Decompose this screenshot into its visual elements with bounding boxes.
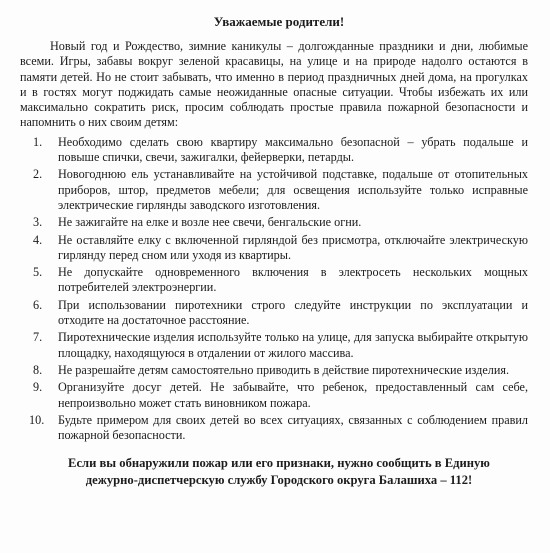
list-item-text: Не допускайте одновременного включения в электросеть нескольких мощных потребителей электроэнергии. bbox=[58, 265, 528, 295]
list-item-number: 1. bbox=[33, 134, 43, 149]
list-item-text: Не оставляйте елку с включенной гирляндой без присмотра, отключайте электрическую гирлянду перед сном или уходя из квартиры. bbox=[58, 232, 528, 262]
list-item-number: 7. bbox=[33, 330, 43, 345]
list-item-number: 10. bbox=[29, 412, 45, 427]
list-item-number: 8. bbox=[33, 362, 43, 377]
list-item-number: 9. bbox=[33, 380, 43, 395]
list-item-number: 2. bbox=[33, 167, 43, 182]
list-item bbox=[20, 380, 528, 411]
list-item bbox=[20, 330, 528, 361]
emergency-notice: Если вы обнаружили пожар или его признаки, нужно сообщить в Единую дежурно-диспетчерскую службу Городского округа Балашиха – 112! bbox=[68, 456, 490, 488]
rules-list bbox=[20, 135, 528, 444]
list-item bbox=[20, 413, 528, 444]
list-item-text: Не зажигайте на елке и возле нее свечи, бенгальские огни. bbox=[58, 215, 362, 230]
list-item-text: Организуйте досуг детей. Не забывайте, что ребенок, предоставленный сам себе, непроизвольно может стать виновником пожара. bbox=[58, 380, 528, 410]
list-item bbox=[20, 363, 528, 378]
list-item bbox=[20, 233, 528, 264]
list-item bbox=[20, 298, 528, 329]
list-item-text: Необходимо сделать свою квартиру максимально безопасной – убрать подальше и повыше спички, свечи, зажигалки, фейерверки, петарды. bbox=[58, 134, 528, 165]
list-item bbox=[20, 167, 528, 213]
list-item-number: 6. bbox=[33, 297, 43, 312]
list-item-text: Не разрешайте детям самостоятельно приводить в действие пиротехнические изделия. bbox=[58, 362, 510, 377]
list-item bbox=[20, 135, 528, 166]
list-item-number: 5. bbox=[33, 265, 43, 280]
intro-paragraph: Новый год и Рождество, зимние каникулы – долгожданные праздники и дни, любимые всеми. Игры, забавы вокруг зеленой красавицы, на улице и на природе надолго остаются в памяти детей. Но не стоит забывать, что именно в период праздничных дней дома, на прогулках и в гостях могут поджидать самые неожиданные опасные ситуации. Чтобы избежать их или максимально сократить риск, просим соблюдать простые правила пожарной безопасности и напомнить о них своим детям: bbox=[20, 39, 528, 130]
list-item-number: 3. bbox=[33, 215, 43, 230]
list-item-text: Будьте примером для своих детей во всех ситуациях, связанных с соблюдением правил пожарной безопасности. bbox=[58, 412, 528, 443]
document-title: Уважаемые родители! bbox=[213, 14, 345, 29]
list-item-text: Пиротехнические изделия используйте только на улице, для запуска выбирайте открытую площадку, находящуюся в отдалении от жилого массива. bbox=[58, 330, 528, 360]
list-item bbox=[20, 265, 528, 296]
list-item-number: 4. bbox=[33, 232, 43, 247]
list-item-text: Новогоднюю ель устанавливайте на устойчивой подставке, подальше от отопительных приборов, штор, предметов мебели; для освещения используйте только исправные электрические гирлянды заводского изготовления. bbox=[58, 167, 528, 212]
list-item-text: При использовании пиротехники строго следуйте инструкции по эксплуатации и отходите на достаточное расстояние. bbox=[58, 297, 528, 328]
list-item bbox=[20, 215, 528, 230]
